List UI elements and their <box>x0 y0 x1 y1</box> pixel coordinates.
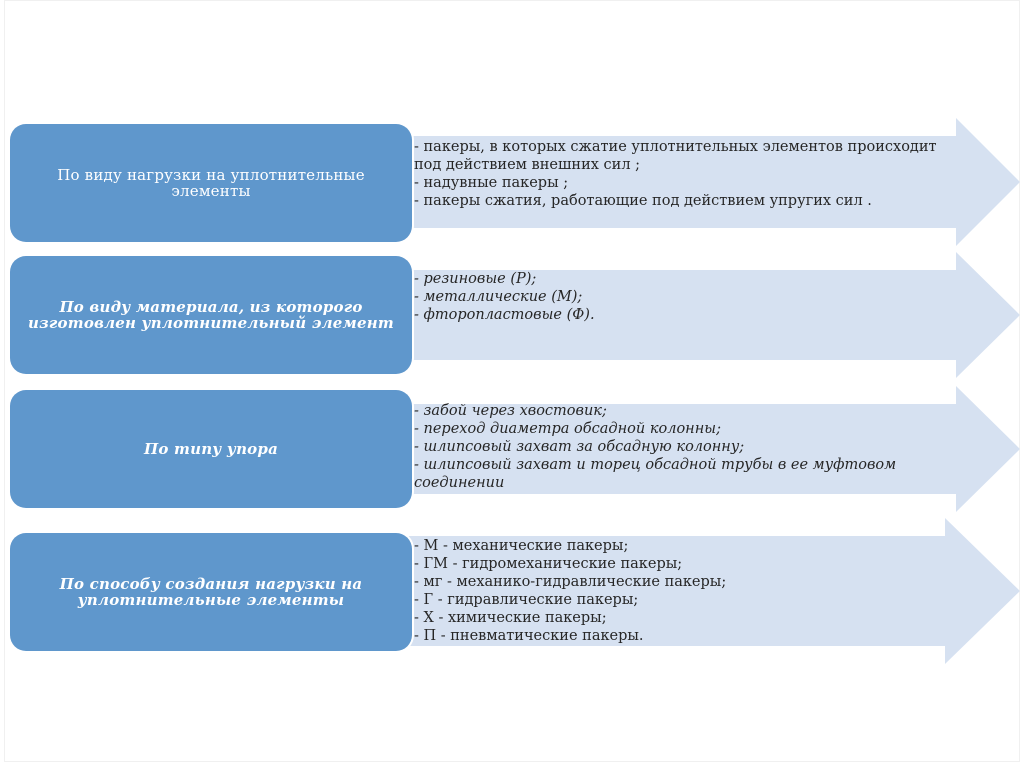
category-label-1: По виду нагрузки на уплотнительные элементы <box>57 166 365 200</box>
list-item: - X - химические пакеры; <box>414 610 607 626</box>
category-label-3: По типу упора <box>144 440 278 458</box>
list-item: - пакеры сжатия, работающие под действием упругих сил . <box>414 193 872 209</box>
category-box-1 <box>10 124 412 242</box>
item-list-3 <box>414 402 954 492</box>
list-item: - шлипсовый захват за обсадную колонну; <box>414 439 745 455</box>
list-item: - пакеры, в которых сжатие уплотнительных элементов происходит под действием внешних сил ; <box>414 139 937 173</box>
item-list-4 <box>414 537 954 645</box>
list-item: - шлипсовый захват и торец обсадной трубы в ее муфтовом соединении <box>414 457 897 491</box>
category-box-4 <box>10 533 412 651</box>
list-item: - надувные пакеры ; <box>414 175 569 191</box>
list-item: - резиновые (Р); <box>414 271 537 287</box>
item-list-1 <box>414 138 954 210</box>
list-item: - М - механические пакеры; <box>414 538 629 554</box>
item-list-2 <box>414 270 954 324</box>
list-item: - мг - механико-гидравлические пакеры; <box>414 574 727 590</box>
category-box-2 <box>10 256 412 374</box>
list-item: - ГМ - гидромеханические пакеры; <box>414 556 683 572</box>
category-box-3 <box>10 390 412 508</box>
list-item: - фторопластовые (Ф). <box>414 307 595 323</box>
category-label-4: По способу создания нагрузки на уплотнительные элементы <box>59 575 363 609</box>
list-item: - переход диаметра обсадной колонны; <box>414 421 721 437</box>
list-item: - Г - гидравлические пакеры; <box>414 592 639 608</box>
list-item: - металлические (М); <box>414 289 583 305</box>
list-item: - забой через хвостовик; <box>414 403 607 419</box>
list-item: - П - пневматические пакеры. <box>414 628 644 644</box>
category-label-2: По виду материала, из которого изготовлен уплотнительный элемент <box>28 298 394 332</box>
